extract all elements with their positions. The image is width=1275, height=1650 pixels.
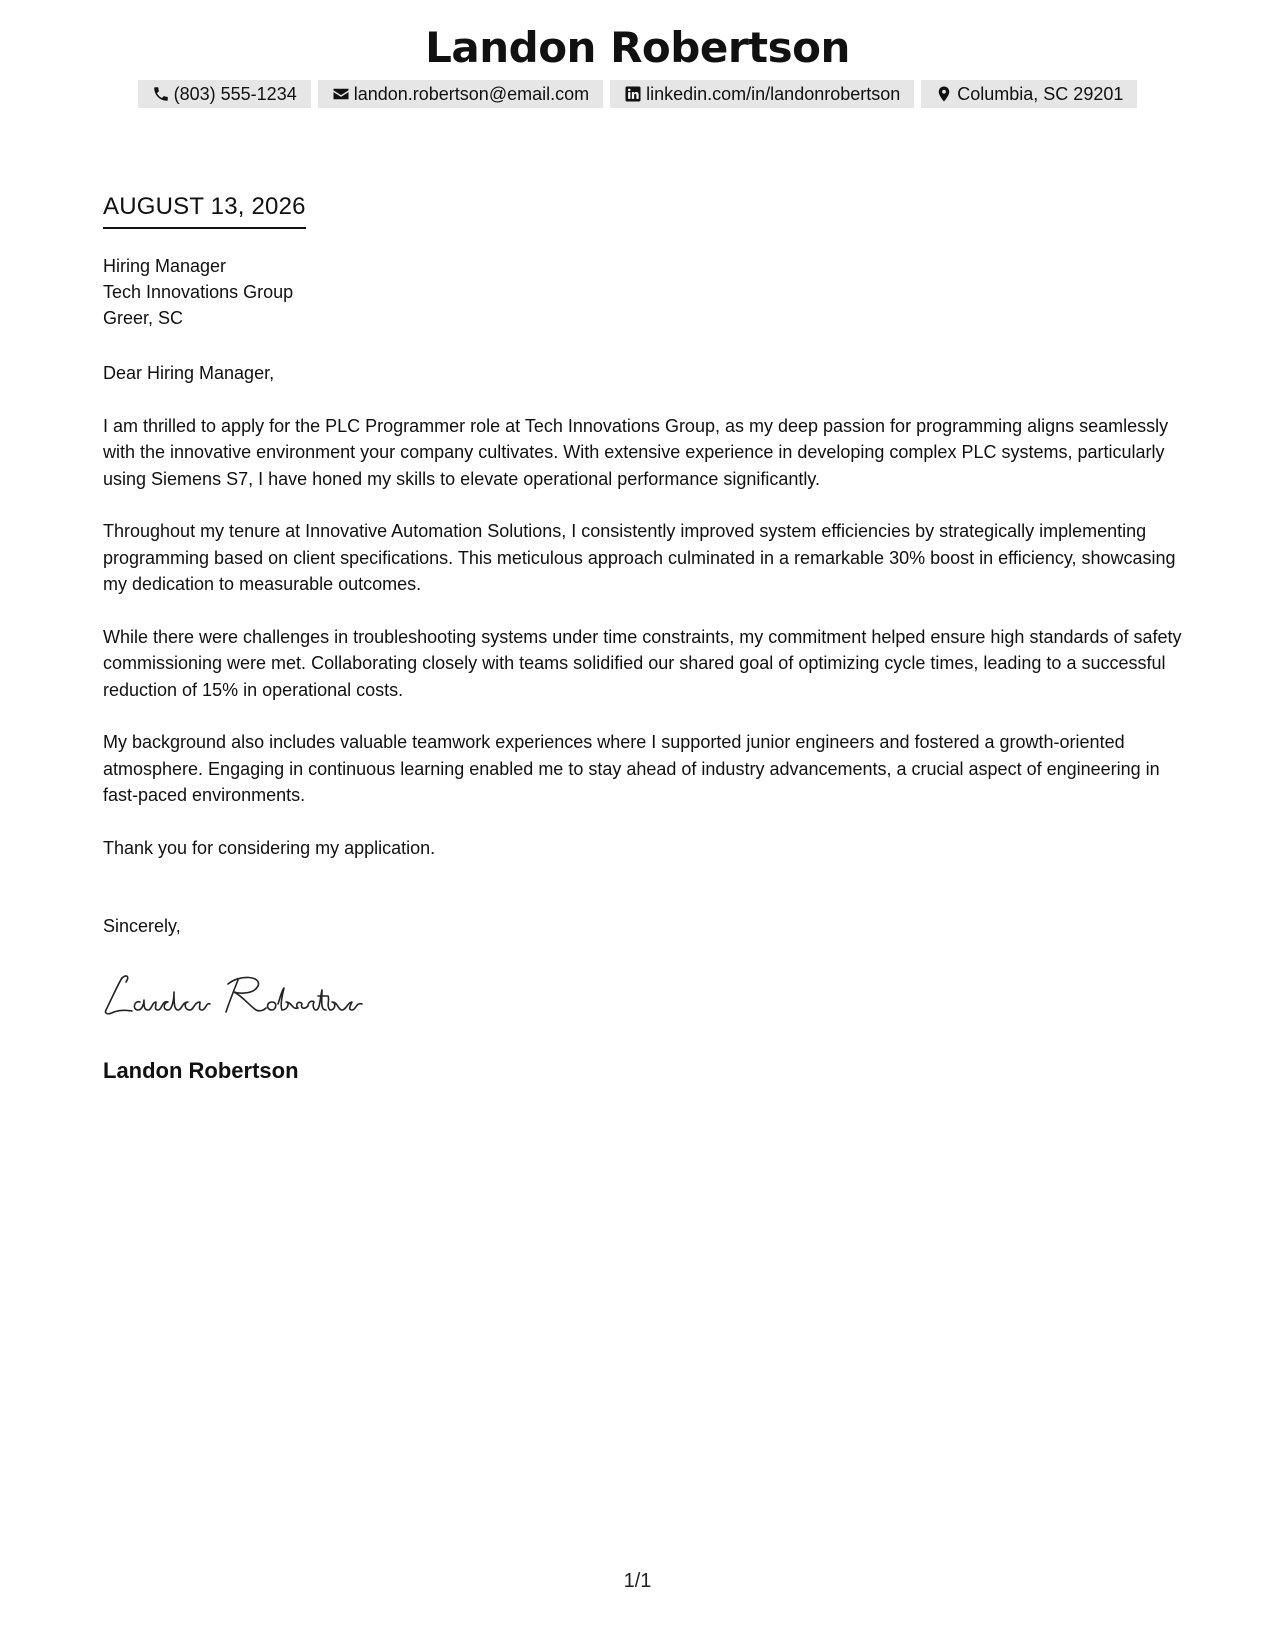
email-text: landon.robertson@email.com bbox=[353, 83, 590, 104]
recipient-block bbox=[103, 253, 293, 331]
linkedin-text: linkedin.com/in/landonrobertson bbox=[646, 83, 901, 104]
page-number: 1/1 bbox=[623, 1570, 652, 1592]
body-paragraph-1: I am thrilled to apply for the PLC Programmer role at Tech Innovations Group, as my deep passion for programming aligns seamlessly with the innovative environment your company cultivates. With extensive experience in developing complex PLC systems, particularly using Siemens S7, I have honed my skills to elevate operational performance significantly. bbox=[103, 415, 1169, 489]
contact-bar bbox=[0, 80, 1275, 108]
recipient-company: Tech Innovations Group bbox=[103, 282, 294, 302]
location-text: Columbia, SC 29201 bbox=[957, 83, 1124, 104]
body-paragraph-5: Thank you for considering my application. bbox=[103, 837, 436, 858]
body-paragraph-4: My background also includes valuable teamwork experiences where I supported junior engineers and fostered a growth-oriented atmosphere. Engaging in continuous learning enabled me to stay ahead of industry advancements, a crucial aspect of engineering in fast-paced environments. bbox=[103, 732, 1160, 805]
signer-name: Landon Robertson bbox=[103, 1058, 299, 1083]
map-pin-icon bbox=[935, 85, 953, 103]
closing: Sincerely, bbox=[103, 916, 181, 936]
handwritten-signature bbox=[100, 970, 365, 1020]
body-paragraph-3: While there were challenges in troubleshooting systems under time constraints, my commitment helped ensure high standards of safety commissioning were met. Collaborating closely with teams solidified our shared goal of optimizing cycle times, leading to a successful reduction of 15% in operational costs. bbox=[103, 626, 1182, 700]
contact-location bbox=[921, 80, 1137, 108]
phone-text: (803) 555-1234 bbox=[173, 83, 297, 104]
applicant-name-heading: Landon Robertson bbox=[425, 23, 850, 72]
recipient-title: Hiring Manager bbox=[103, 256, 227, 276]
contact-phone bbox=[138, 80, 311, 108]
letter-body bbox=[103, 360, 1183, 887]
body-paragraph-2: Throughout my tenure at Innovative Automation Solutions, I consistently improved system efficiencies by strategically implementing programming based on client specifications. This meticulous approach culminated in a remarkable 30% boost in efficiency, showcasing my dedication to measurable outcomes. bbox=[103, 521, 1176, 594]
contact-email bbox=[318, 80, 603, 108]
salutation: Dear Hiring Manager, bbox=[103, 363, 275, 383]
contact-linkedin bbox=[610, 80, 914, 108]
recipient-location: Greer, SC bbox=[103, 308, 184, 328]
phone-icon bbox=[152, 85, 170, 103]
envelope-icon bbox=[332, 85, 350, 103]
linkedin-icon bbox=[624, 85, 642, 103]
letter-date: AUGUST 13, 2026 bbox=[103, 193, 306, 229]
